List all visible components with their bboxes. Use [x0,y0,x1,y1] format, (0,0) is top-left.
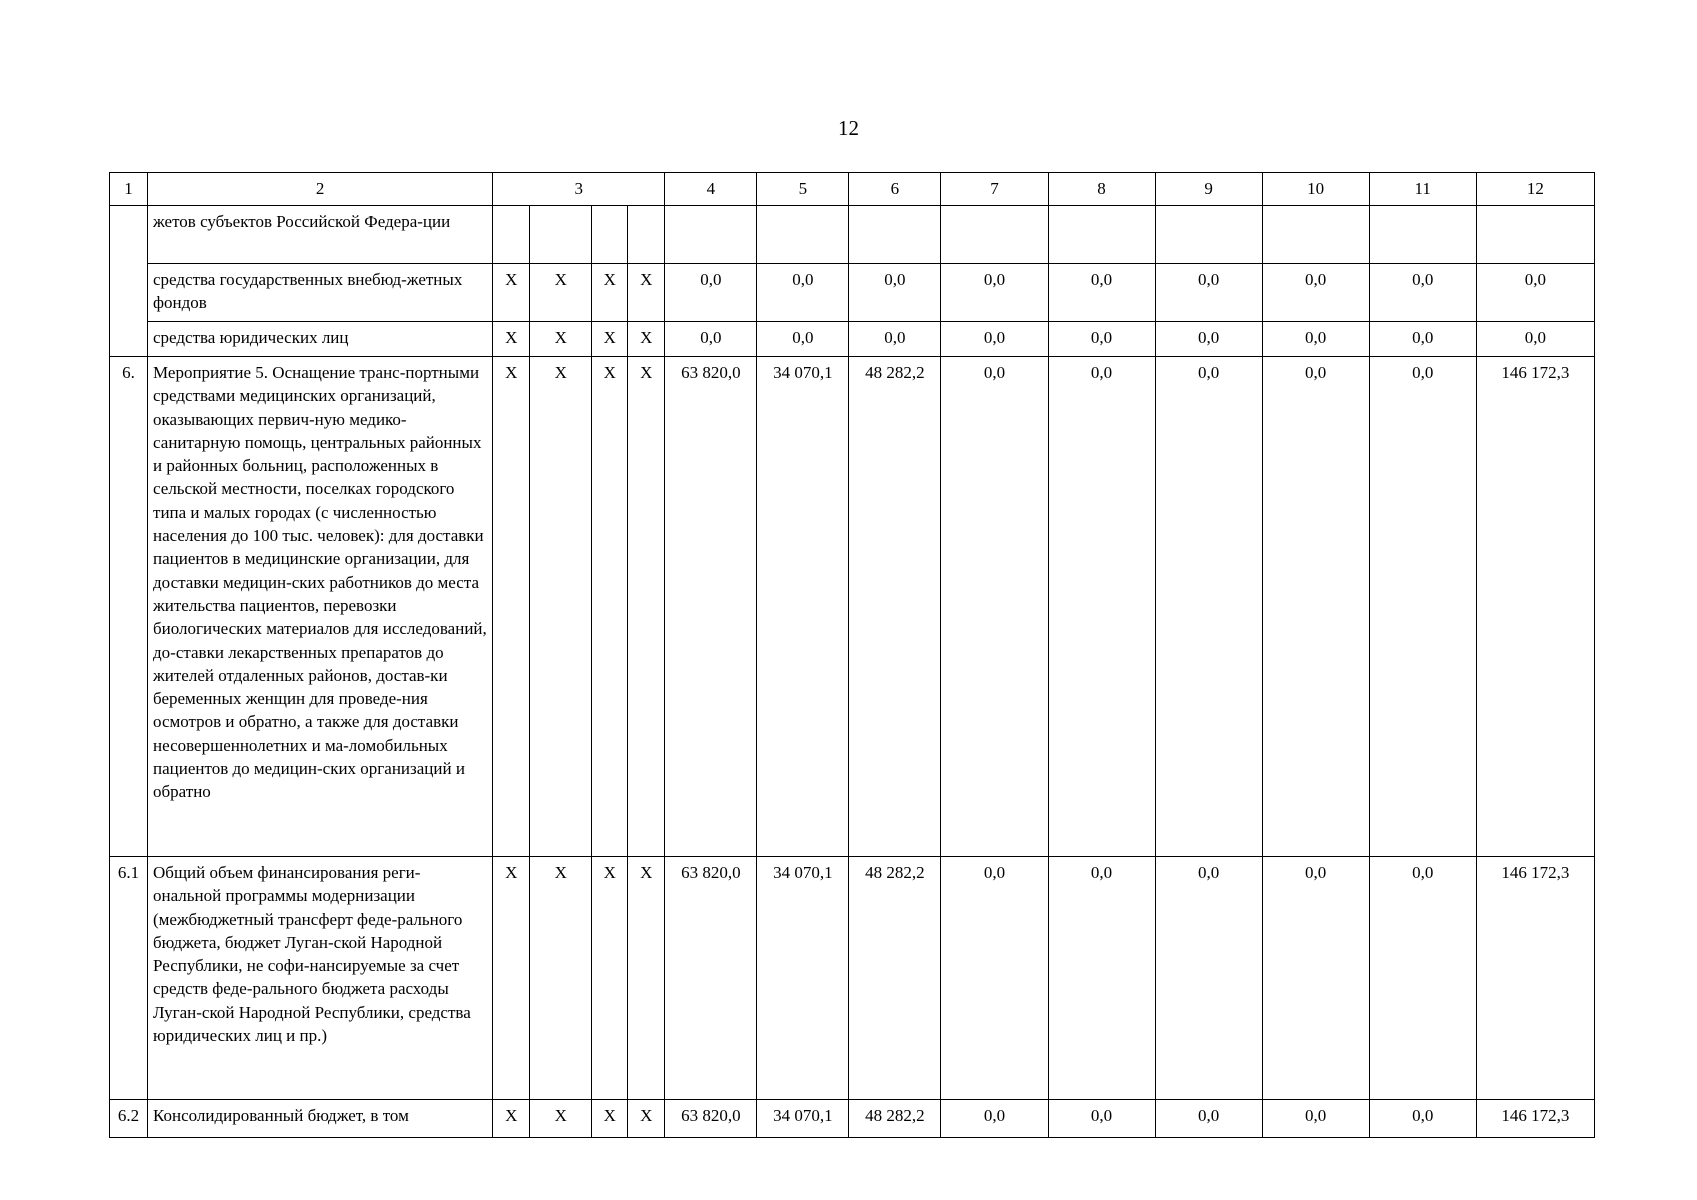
value-cell: 0,0 [1369,857,1476,1100]
value-cell [941,206,1048,264]
row-description: средства юридических лиц [148,322,493,357]
value-cell: 0,0 [1048,322,1155,357]
value-cell: 0,0 [849,264,941,322]
row-index: 6.1 [110,857,148,1100]
value-cell: 0,0 [1155,264,1262,322]
value-cell: 63 820,0 [665,1100,757,1138]
value-cell: 48 282,2 [849,857,941,1100]
value-cell: 0,0 [665,264,757,322]
value-cell: 0,0 [1262,322,1369,357]
x-mark: X [592,1100,628,1138]
column-number: 1 [110,173,148,206]
column-number: 9 [1155,173,1262,206]
value-cell: 0,0 [757,322,849,357]
value-cell: 0,0 [1369,264,1476,322]
value-cell [849,206,941,264]
value-cell: 146 172,3 [1476,357,1594,857]
value-cell: 0,0 [941,857,1048,1100]
value-cell: 0,0 [941,322,1048,357]
x-mark: X [493,857,530,1100]
x-mark: X [493,264,530,322]
row-description: Консолидированный бюджет, в том [148,1100,493,1138]
x-mark [592,206,628,264]
x-mark: X [493,357,530,857]
value-cell: 0,0 [1262,357,1369,857]
column-number-row [110,173,1595,206]
column-number: 4 [665,173,757,206]
row-description: Мероприятие 5. Оснащение транс-портными средствами медицинских организаций, оказывающих первич-ную медико-санитарную помощь, центральных районных и районных больниц, расположенных в сельской местности, поселках городского типа и малых городах (с численностью населения до 100 тыс. человек): для доставки пациентов в медицинские организации, для доставки медицин-ских работников до места жительства пациентов, перевозки биологических материалов для исследований, до-ставки лекарственных препаратов до жителей отдаленных районов, достав-ки беременных женщин для проведе-ния осмотров и обратно, а также для доставки несовершеннолетних и ма-ломобильных пациентов до медицин-ских организаций и обратно [148,357,493,857]
row-index: 6.2 [110,1100,148,1138]
column-number: 6 [849,173,941,206]
x-mark: X [628,322,665,357]
x-mark: X [530,322,592,357]
table-row [110,357,1595,857]
value-cell: 0,0 [1048,857,1155,1100]
page-number: 12 [838,116,859,140]
x-mark: X [628,1100,665,1138]
x-mark [628,206,665,264]
value-cell: 34 070,1 [757,357,849,857]
x-mark: X [530,857,592,1100]
value-cell: 34 070,1 [757,857,849,1100]
value-cell: 0,0 [1048,264,1155,322]
x-mark: X [592,857,628,1100]
value-cell [1262,206,1369,264]
x-mark [493,206,530,264]
x-mark: X [592,357,628,857]
column-number: 10 [1262,173,1369,206]
value-cell: 0,0 [1369,1100,1476,1138]
value-cell: 0,0 [941,1100,1048,1138]
column-number: 8 [1048,173,1155,206]
value-cell: 48 282,2 [849,357,941,857]
value-cell: 0,0 [1476,264,1594,322]
value-cell: 0,0 [1476,322,1594,357]
column-number: 2 [148,173,493,206]
x-mark: X [628,857,665,1100]
column-number: 3 [493,173,665,206]
x-mark: X [530,357,592,857]
row-index: 6. [110,357,148,857]
column-number: 7 [941,173,1048,206]
x-mark: X [493,1100,530,1138]
value-cell: 0,0 [1155,322,1262,357]
value-cell: 0,0 [665,322,757,357]
value-cell [1048,206,1155,264]
value-cell: 0,0 [1048,357,1155,857]
table-row [110,206,1595,264]
x-mark: X [592,322,628,357]
value-cell [757,206,849,264]
table-row [110,264,1595,322]
table-row [110,857,1595,1100]
value-cell: 0,0 [1155,1100,1262,1138]
x-mark: X [530,264,592,322]
row-description: Общий объем финансирования реги-ональной программы модернизации (межбюджетный трансферт феде-рального бюджета, бюджет Луган-ской Народной Республики, не софи-нансируемые за счет средств феде-рального бюджета расходы Луган-ской Народной Республики, средства юридических лиц и пр.) [148,857,493,1100]
value-cell: 0,0 [1369,322,1476,357]
value-cell: 0,0 [1262,857,1369,1100]
value-cell: 34 070,1 [757,1100,849,1138]
value-cell [665,206,757,264]
x-mark: X [592,264,628,322]
row-description: средства государственных внебюд-жетных фондов [148,264,493,322]
x-mark: X [493,322,530,357]
value-cell: 0,0 [1155,857,1262,1100]
value-cell [1476,206,1594,264]
value-cell: 0,0 [941,357,1048,857]
x-mark [530,206,592,264]
value-cell: 0,0 [1369,357,1476,857]
table-row [110,1100,1595,1138]
x-mark: X [628,357,665,857]
column-number: 5 [757,173,849,206]
x-mark: X [628,264,665,322]
column-number: 11 [1369,173,1476,206]
row-index [110,206,148,357]
column-number: 12 [1476,173,1594,206]
value-cell [1369,206,1476,264]
financing-table [109,172,1595,1138]
value-cell: 146 172,3 [1476,1100,1594,1138]
value-cell: 48 282,2 [849,1100,941,1138]
value-cell: 0,0 [1155,357,1262,857]
value-cell: 146 172,3 [1476,857,1594,1100]
value-cell: 0,0 [1262,1100,1369,1138]
value-cell: 63 820,0 [665,857,757,1100]
value-cell [1155,206,1262,264]
x-mark: X [530,1100,592,1138]
value-cell: 0,0 [1048,1100,1155,1138]
value-cell: 0,0 [757,264,849,322]
value-cell: 63 820,0 [665,357,757,857]
value-cell: 0,0 [1262,264,1369,322]
row-description: жетов субъектов Российской Федера-ции [148,206,493,264]
value-cell: 0,0 [849,322,941,357]
value-cell: 0,0 [941,264,1048,322]
table-row [110,322,1595,357]
